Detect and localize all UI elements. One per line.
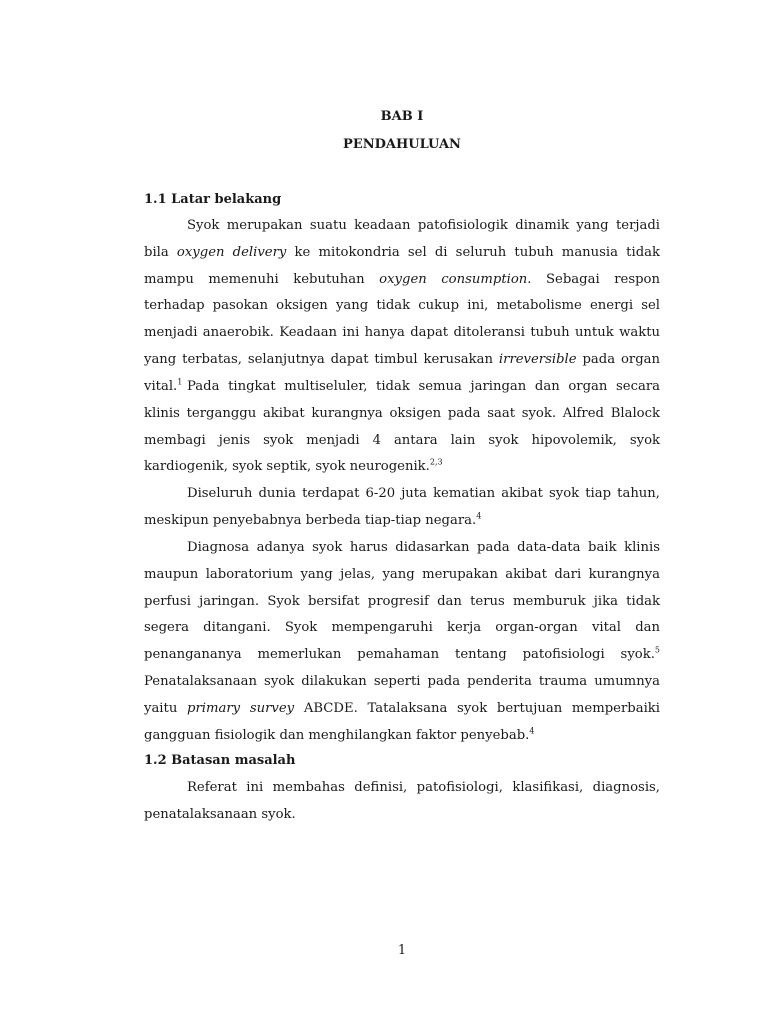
citation-ref: 2,3 [429, 458, 443, 467]
paragraph-syok-definition [144, 213, 660, 401]
text-run: Pada tingkat multiseluler, tidak semua jaringan dan organ secara klinis terganggu akibat kurangnya oksigen pada saat syok. Alfred Blalock membagi jenis syok menjadi 4 antara lain syok hipovolemik, syok kardiogenik, syok septik, syok neurogenik. [144, 379, 660, 475]
chapter-title: PENDAHULUAN [343, 137, 461, 152]
italic-term: oxygen consumption. [379, 271, 532, 287]
paragraph-kematian [144, 481, 660, 535]
text-run: ke mitokondria sel di seluruh tubuh manusia tidak mampu memenuhi kebutuhan [144, 244, 660, 287]
citation-ref: 4 [476, 511, 482, 521]
text-run: Syok merupakan suatu keadaan patofisiologik dinamik yang terjadi bila [144, 218, 660, 260]
section-heading-latar-belakang: 1.1 Latar belakang [144, 192, 282, 207]
italic-term: irreversible [498, 351, 577, 367]
text-run: Sebagai respon terhadap pasokan oksigen yang tidak cukup ini, metabolisme energi sel menjadi anaerobik. Keadaan ini hanya dapat ditoleransi tubuh untuk waktu yang terbatas, selanjutnya dapat timbul kerusakan [144, 271, 660, 367]
section-heading-batasan-masalah: 1.2 Batasan masalah [144, 753, 296, 768]
text-run: Diagnosa adanya syok harus didasarkan pada data-data baik klinis maupun laboratorium yang jelas, yang merupakan akibat dari kurangnya perfusi jaringan. Syok bersifat progresif dan terus memburuk jika tidak segera ditangani. Syok mempengaruhi kerja organ-organ vital dan penangananya memerlukan pemahaman tentang patofisiologi syok. [144, 540, 660, 663]
citation-ref: 4 [529, 726, 535, 736]
paragraph-multiseluler [144, 374, 660, 481]
text-run: Diseluruh dunia terdapat 6-20 juta kematian akibat syok tiap tahun, meskipun penyebabnya berbeda tiap-tiap negara. [144, 486, 660, 528]
italic-term: oxygen delivery [176, 244, 287, 260]
page-number: 1 [397, 943, 407, 958]
text-run: pada organ vital. [144, 351, 660, 394]
paragraph-diagnosa [144, 535, 660, 749]
text-run: Referat ini membahas definisi, patofisiologi, klasifikasi, diagnosis, penatalaksanaan syok. [144, 780, 660, 822]
text-run: ABCDE. Tatalaksana syok bertujuan memperbaiki gangguan fisiologik dan menghilangkan faktor penyebab. [144, 700, 661, 743]
italic-term: primary survey [187, 700, 295, 716]
chapter-number: BAB I [380, 109, 424, 124]
citation-ref: 1 [177, 377, 183, 387]
text-run: Penatalaksanaan syok dilakukan seperti pada penderita trauma umumnya yaitu [144, 673, 660, 716]
paragraph-batasan [144, 775, 660, 829]
citation-ref: 5 [654, 645, 660, 655]
